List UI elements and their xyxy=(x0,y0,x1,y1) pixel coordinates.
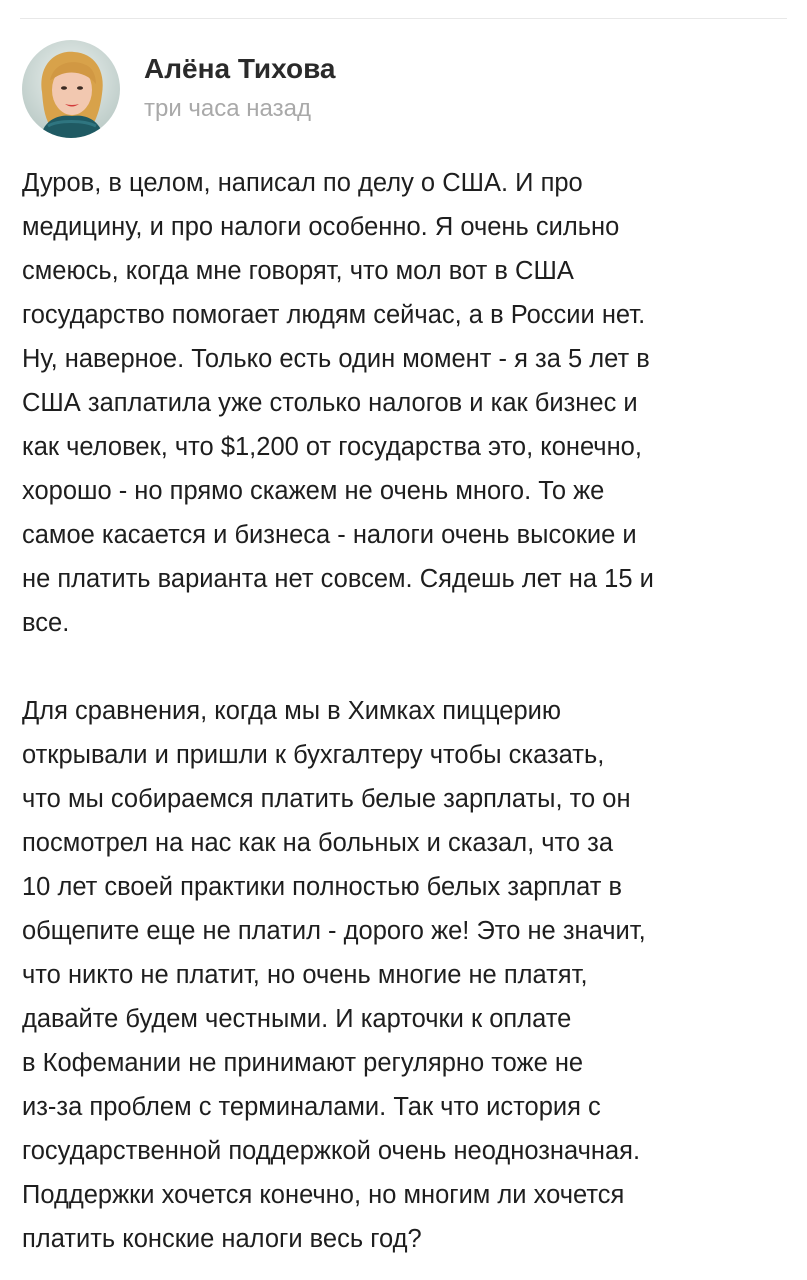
post-timestamp[interactable]: три часа назад xyxy=(144,95,311,122)
post-text xyxy=(22,161,792,1261)
avatar[interactable] xyxy=(22,40,120,138)
post-paragraph: Дуров, в целом, написал по делу о США. И про медицину, и про налоги особенно. Я очень сильно смеюсь, когда мне говорят, что мол вот в США государство помогает людям сейчас, а в России нет. Ну, наверное. Только есть один момент - я за 5 лет в США заплатила уже столько налогов и как бизнес и как человек, что $1,200 от государства это, конечно, хорошо - но прямо скажем не очень много. То же самое касается и бизнеса - налоги очень высокие и не платить варианта нет совсем. Сядешь лет на 15 и все. xyxy=(22,169,654,637)
post-paragraph: Для сравнения, когда мы в Химках пиццерию открывали и пришли к бухгалтеру чтобы сказать, что мы собираемся платить белые зарплаты, то он посмотрел на нас как на больных и сказал, что за 10 лет своей практики полностью белых зарплат в общепите еще не платил - дорого же! Это не значит, что никто не платит, но очень многие не платят, давайте будем честными. И карточки к оплате в Кофемании не принимают регулярно тоже не из-за проблем с терминалами. Так что история с государственной поддержкой очень неоднозначная. Поддержки хочется конечно, но многим ли хочется платить конские налоги весь год? xyxy=(22,697,646,1253)
top-divider xyxy=(20,18,787,19)
author-block xyxy=(144,51,336,125)
author-name[interactable]: Алёна Тихова xyxy=(144,53,336,84)
user-photo-avatar-icon xyxy=(22,40,120,138)
post-header xyxy=(22,40,336,138)
